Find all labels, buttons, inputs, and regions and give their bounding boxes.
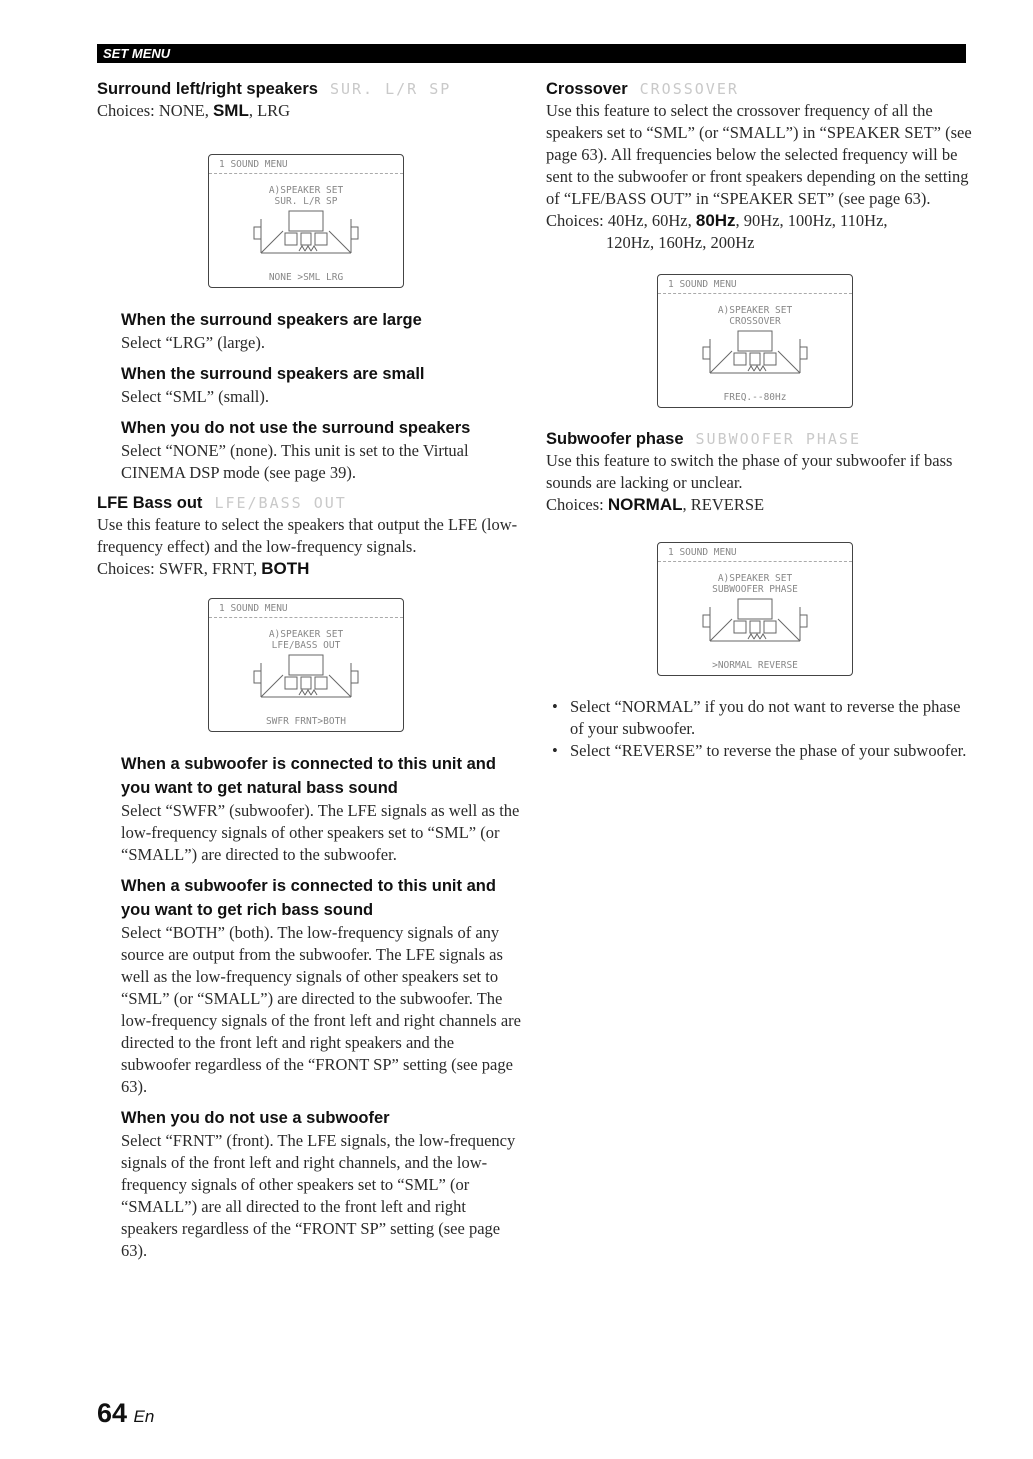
heading-no-subwoofer: When you do not use a subwoofer [121, 1109, 390, 1127]
text-subwoofer-phase-desc: Use this feature to switch the phase of your subwoofer if bass sounds are lacking or unclear. [546, 451, 953, 492]
screen-line1: A)SPEAKER SET [717, 573, 793, 584]
lcd-label: SUR. L/R SP [329, 80, 452, 98]
text-lfe-desc: Use this feature to select the speakers that output the LFE (low-frequency effect) and the low-frequency signals. [97, 515, 518, 556]
heading-surround-none: When you do not use the surround speakers [121, 419, 471, 437]
heading-crossover: Crossover CROSSOVER [546, 80, 739, 98]
speaker-layout-icon [698, 597, 812, 653]
page-footer [97, 1398, 154, 1429]
lcd-label: SUBWOOFER PHASE [695, 430, 861, 448]
heading-rich-bass: When a subwoofer is connected to this unit and you want to get rich bass sound [121, 877, 496, 919]
speaker-layout-icon [698, 329, 812, 385]
screen-line2: SUR. L/R SP [274, 196, 338, 207]
subwoofer-phase-bullets [546, 696, 976, 762]
screen-line2: CROSSOVER [729, 316, 781, 327]
display-screen-lfe [208, 598, 404, 732]
choices-surround: Choices: NONE, SML, LRG [97, 101, 291, 120]
screen-line1: A)SPEAKER SET [268, 185, 344, 196]
language-label: En [133, 1407, 155, 1426]
bullet-item: • Select “REVERSE” to reverse the phase of your subwoofer. [546, 740, 976, 762]
screen-bottom: >NORMAL REVERSE [712, 660, 798, 671]
speaker-layout-icon [249, 653, 363, 709]
text-surround-none: Select “NONE” (none). This unit is set to the Virtual CINEMA DSP mode (see page 39). [121, 441, 469, 482]
screen-title: 1 SOUND MENU [668, 279, 737, 290]
screen-bottom: NONE >SML LRG [268, 272, 344, 283]
heading-surround-speakers: Surround left/right speakers SUR. L/R SP [97, 80, 452, 98]
page-number: 64 [97, 1398, 128, 1428]
lcd-label: LFE/BASS OUT [214, 494, 347, 512]
text-rich-bass: Select “BOTH” (both). The low-frequency signals of any source are output from the subwoofer. The LFE signals as well as the low-frequency signals of other speakers set to “SML” (or “SMALL”) are directed to the subwoofer. The low-frequency signals of the front left and right channels are directed to the front left and right speakers and the subwoofer regardless of the “FRONT SP” setting (see page 63). [121, 923, 521, 1096]
screen-bottom: FREQ.--80Hz [723, 392, 787, 403]
screen-line2: LFE/BASS OUT [271, 640, 341, 651]
screen-bottom: SWFR FRNT>BOTH [265, 716, 347, 727]
screen-line2: SUBWOOFER PHASE [712, 584, 798, 595]
section-header-bar [97, 44, 966, 63]
left-column [97, 78, 522, 1262]
right-column [546, 78, 976, 762]
bullet-item: • Select “NORMAL” if you do not want to reverse the phase of your subwoofer. [546, 696, 976, 740]
text-natural-bass: Select “SWFR” (subwoofer). The LFE signals as well as the low-frequency signals of other speakers set to “SML” (or “SMALL”) are directed to the subwoofer. [121, 801, 520, 864]
display-screen-surround [208, 154, 404, 288]
heading-subwoofer-phase: Subwoofer phase SUBWOOFER PHASE [546, 430, 861, 448]
heading-surround-small: When the surround speakers are small [121, 365, 425, 383]
screen-line1: A)SPEAKER SET [268, 629, 344, 640]
screen-line1: A)SPEAKER SET [717, 305, 793, 316]
screen-title: 1 SOUND MENU [219, 159, 288, 170]
screen-title: 1 SOUND MENU [668, 547, 737, 558]
choices-lfe: Choices: SWFR, FRNT, BOTH [97, 559, 310, 578]
section-header-label: SET MENU [103, 46, 171, 61]
screen-title: 1 SOUND MENU [219, 603, 288, 614]
heading-natural-bass: When a subwoofer is connected to this unit and you want to get natural bass sound [121, 755, 496, 797]
heading-surround-large: When the surround speakers are large [121, 311, 422, 329]
text-no-subwoofer: Select “FRNT” (front). The LFE signals, the low-frequency signals of the front left and right channels, and the low-frequency signals of other speakers set to “SML” (or “SMALL”) are all directed to the front left and right speakers regardless of the “FRONT SP” setting (see page 63). [121, 1131, 516, 1260]
heading-lfe-bass-out: LFE Bass out LFE/BASS OUT [97, 494, 347, 512]
text-surround-small: Select “SML” (small). [121, 387, 270, 406]
text-crossover-desc: Use this feature to select the crossover frequency of all the speakers set to “SML” (or “SMALL”) in “SPEAKER SET” (see page 63). All frequencies below the selected frequency will be sent to the subwoofer or front speakers depending on the setting of “LFE/BASS OUT” in “SPEAKER SET” (see page 63). [546, 101, 972, 208]
display-screen-crossover [657, 274, 853, 408]
speaker-layout-icon [249, 209, 363, 265]
lcd-label: CROSSOVER [639, 80, 739, 98]
choices-crossover: Choices: 40Hz, 60Hz, 80Hz, 90Hz, 100Hz, 110Hz, 120Hz, 160Hz, 200Hz [546, 211, 888, 252]
display-screen-subwoofer-phase [657, 542, 853, 676]
choices-subwoofer-phase: Choices: NORMAL, REVERSE [546, 495, 765, 514]
text-surround-large: Select “LRG” (large). [121, 333, 266, 352]
